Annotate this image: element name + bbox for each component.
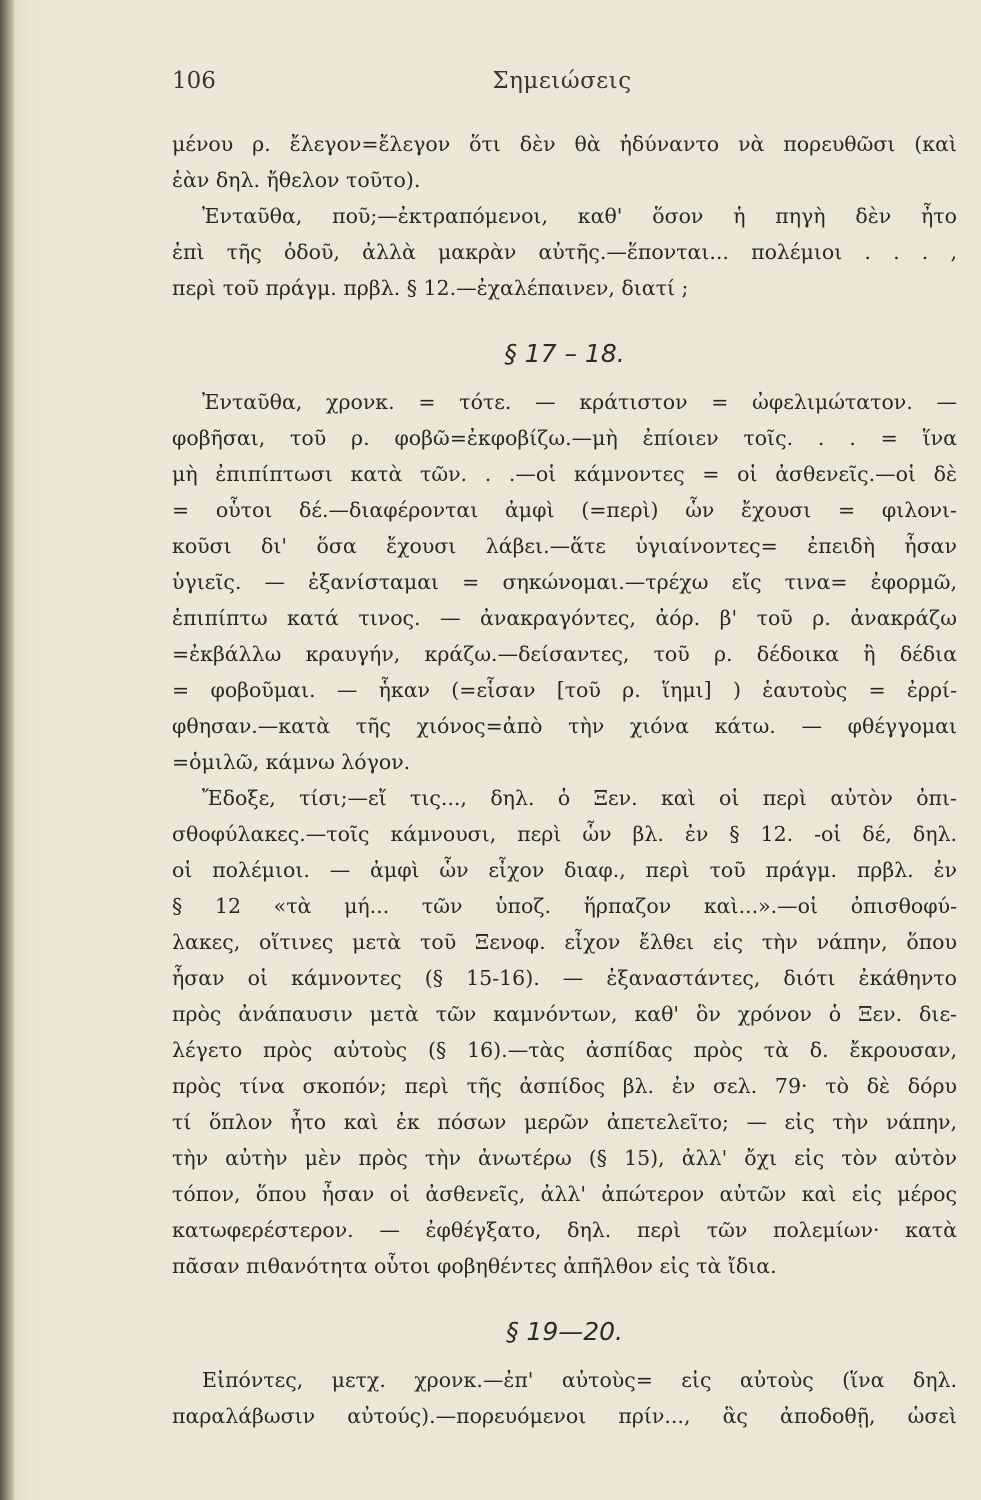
text-line: =ἐκβάλλω κραυγήν, κράζω.—δείσαντες, τοῦ ρ. δέδοικα ἢ δέδια bbox=[172, 642, 957, 666]
page-number: 106 bbox=[172, 68, 216, 94]
text-line: σθοφύλακες.—τοῖς κάμνουσι, περὶ ὧν βλ. ἐν § 12. -οἱ δέ, δηλ. bbox=[172, 822, 957, 846]
section-heading: § 19—20. bbox=[505, 1317, 624, 1346]
text-line: πρὸς τίνα σκοπόν; περὶ τῆς ἀσπίδος βλ. ἐν σελ. 79· τὸ δὲ δόρυ bbox=[172, 1074, 957, 1098]
page-binding-shadow bbox=[0, 0, 14, 1500]
text-line: φθησαν.—κατὰ τῆς χιόνος=ἀπὸ τὴν χιόνα κάτω. — φθέγγομαι bbox=[172, 714, 957, 738]
text-line: πᾶσαν πιθανότητα οὗτοι φοβηθέντες ἀπῆλθον εἰς τὰ ἴδια. bbox=[172, 1254, 777, 1278]
text-line: τί ὅπλον ἦτο καὶ ἐκ πόσων μερῶν ἀπετελεῖτο; — εἰς τὴν νάπην, bbox=[172, 1110, 957, 1134]
running-title: Σημειώσεις bbox=[492, 68, 632, 94]
text-line: ὑγιεῖς. — ἐξανίσταμαι = σηκώνομαι.—τρέχω εἴς τινα= ἐφορμῶ, bbox=[172, 570, 957, 594]
text-line: = φοβοῦμαι. — ἧκαν (=εἷσαν [τοῦ ρ. ἵημι] ) ἑαυτοὺς = ἐρρί- bbox=[172, 678, 957, 702]
text-line: = οὗτοι δέ.—διαφέρονται ἀμφὶ (=περὶ) ὧν ἔχουσι = φιλονι- bbox=[172, 498, 957, 522]
text-line: κοῦσι δι' ὅσα ἔχουσι λάβει.—ἅτε ὑγιαίνοντες= ἐπειδὴ ἦσαν bbox=[172, 534, 957, 558]
text-line: Εἰπόντες, μετχ. χρονκ.—ἐπ' αὐτοὺς= εἰς αὐτοὺς (ἵνα δηλ. bbox=[202, 1368, 957, 1392]
text-line: λακες, οἵτινες μετὰ τοῦ Ξενοφ. εἶχον ἔλθει εἰς τὴν νάπην, ὅπου bbox=[172, 930, 957, 954]
text-line: Ἐνταῦθα, ποῦ;—ἐκτραπόμενοι, καθ' ὅσον ἡ πηγὴ δὲν ἦτο bbox=[202, 204, 957, 228]
text-line: ἦσαν οἱ κάμνοντες (§ 15-16). — ἐξαναστάντες, διότι ἐκάθηντο bbox=[172, 966, 957, 990]
text-line: ἐπιπίπτω κατά τινος. — ἀνακραγόντες, ἀόρ. β' τοῦ ρ. ἀνακράζω bbox=[172, 606, 957, 630]
text-line: φοβῆσαι, τοῦ ρ. φοβῶ=ἐκφοβίζω.—μὴ ἐπίοιεν τοῖς. . . = ἵνα bbox=[172, 426, 957, 450]
text-line: περὶ τοῦ πράγμ. πρβλ. § 12.—ἐχαλέπαινεν, διατί ; bbox=[172, 276, 689, 300]
text-line: § 12 «τὰ μή... τῶν ὑποζ. ἥρπαζον καὶ...».—οἱ ὀπισθοφύ- bbox=[172, 894, 957, 918]
text-line: Ἐνταῦθα, χρονκ. = τότε. — κράτιστον = ὠφελιμώτατον. — bbox=[202, 390, 957, 414]
text-line: πρὸς ἀνάπαυσιν μετὰ τῶν καμνόντων, καθ' ὃν χρόνον ὁ Ξεν. διε- bbox=[172, 1002, 957, 1026]
text-line: κατωφερέστερον. — ἐφθέγξατο, δηλ. περὶ τῶν πολεμίων· κατὰ bbox=[172, 1218, 957, 1242]
text-line: παραλάβωσιν αὐτούς).—πορευόμενοι πρίν..., ἃς ἀποδοθῇ, ὡσεὶ bbox=[172, 1404, 957, 1428]
text-line: τὴν αὐτὴν μὲν πρὸς τὴν ἀνωτέρω (§ 15), ἀλλ' ὄχι εἰς τὸν αὐτὸν bbox=[172, 1146, 957, 1170]
text-line: Ἔδοξε, τίσι;—εἴ τις..., δηλ. ὁ Ξεν. καὶ οἱ περὶ αὐτὸν ὀπι- bbox=[202, 786, 957, 810]
page-header bbox=[172, 68, 952, 108]
text-line: =ὁμιλῶ, κάμνω λόγον. bbox=[172, 750, 411, 774]
text-line: ἐὰν δηλ. ἤθελον τοῦτο). bbox=[172, 168, 421, 192]
notes-text bbox=[172, 126, 957, 1434]
text-line: λέγετο πρὸς αὐτοὺς (§ 16).—τὰς ἀσπίδας πρὸς τὰ δ. ἔκρουσαν, bbox=[172, 1038, 957, 1062]
section-heading: § 17 – 18. bbox=[504, 339, 625, 368]
text-line: οἱ πολέμιοι. — ἀμφὶ ὧν εἶχον διαφ., περὶ τοῦ πράγμ. πρβλ. ἐν bbox=[172, 858, 957, 882]
text-line: μὴ ἐπιπίπτωσι κατὰ τῶν. . .—οἱ κάμνοντες = οἱ ἀσθενεῖς.—οἱ δὲ bbox=[172, 462, 957, 486]
text-line: μένου ρ. ἔλεγον=ἔλεγον ὅτι δὲν θὰ ἠδύναντο νὰ πορευθῶσι (καὶ bbox=[172, 132, 957, 156]
text-line: τόπον, ὅπου ἦσαν οἱ ἀσθενεῖς, ἀλλ' ἀπώτερον αὐτῶν καὶ εἰς μέρος bbox=[172, 1182, 957, 1206]
text-line: ἐπὶ τῆς ὁδοῦ, ἀλλὰ μακρὰν αὐτῆς.—ἕπονται... πολέμιοι . . . , bbox=[172, 240, 957, 264]
